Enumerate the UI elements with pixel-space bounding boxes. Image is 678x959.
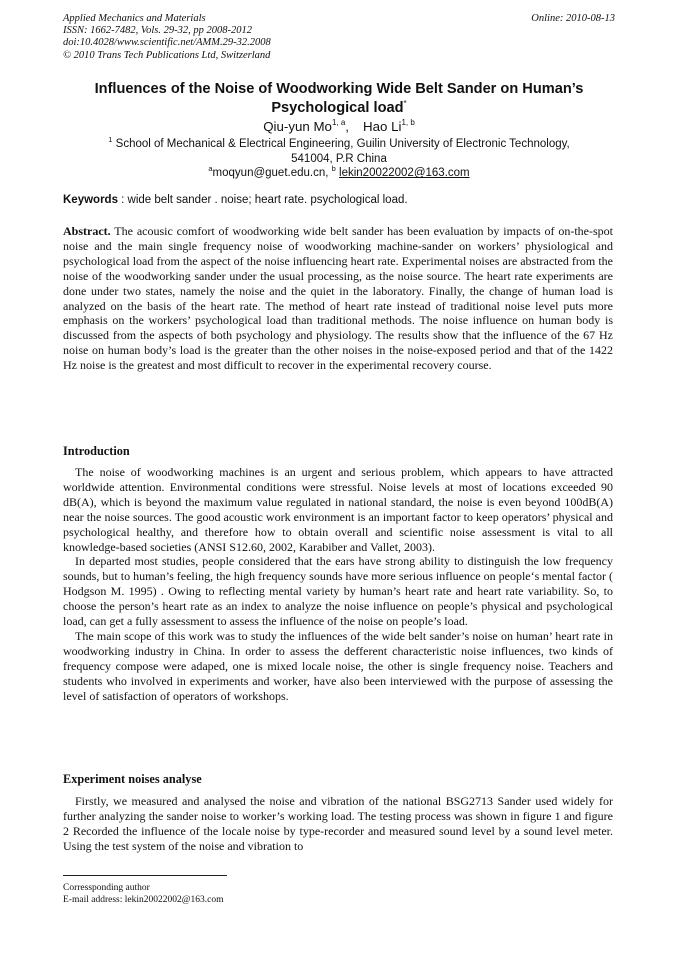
author-emails (63, 166, 615, 181)
abstract-text: The acousic comfort of woodworking wide belt sander has been evaluation by impacts of on-the-spot noise and the main single frequency noise of woodworking machine-sander on workers’ physiological and psychological load from the aspect of the noise influencing heart rate. Experimental noises are abstracted from the noise of the woodworking sander under the usual processing, as the noise source. The heart rate experiments are done under two states, namely the noise and the quiet in the laboratory. Finally, the change of human load is analyzed on the basis of the heart rate. The method of heart rate instead of traditional noise level puts more emphasis on the workers’ psychological load than traditional methods. The noise influence on human body is discussed from the aspects of both psychology and physiology. The results show that the influence of the 67 Hz noise on human body’s load is the greater than the other noises in the noise-exposed period and that of the 1422 Hz noise is the greatest and most difficult to recover in the experimental recovery course. (63, 224, 613, 373)
affiliation-line-1: School of Mechanical & Electrical Engineering, Guilin University of Electronic Technology, (115, 138, 570, 150)
author-2: Hao Li (363, 119, 402, 134)
footnote-divider (63, 875, 227, 876)
author-2-affiliation: 1, b (401, 118, 415, 127)
introduction-heading: Introduction (63, 444, 130, 458)
email-b-marker: b (331, 164, 336, 174)
paper-title (63, 80, 615, 118)
affiliation-number: 1 (108, 135, 113, 144)
footnote (63, 882, 223, 906)
author-1: Qiu-yun Mo (263, 119, 332, 134)
title-line-1: Influences of the Noise of Woodworking Wide Belt Sander on Human’s (94, 81, 584, 97)
footnote-line-2: E-mail address: lekin20022002@163.com (63, 895, 224, 906)
affiliation-line-2: 541004, P.R China (291, 152, 387, 165)
publication-info (63, 13, 271, 62)
title-line-2: Psychological load (271, 100, 404, 116)
introduction-paragraph-1: The noise of woodworking machines is an urgent and serious problem, which appears to have attracted worldwide attention. Environmental conditions were stressful. Noise levels at most of locations exceeded 90 dB(A), which is beyond the maximum value regulated in national standard, the noise is even beyond 100dB(A) near the noise sources. The good acoustic work environment is an important factor to keep operators’ physical and psychological healthy, and therefore how to obtain overall and scientific noise assessment is vital to all knowledge-based societies (ANSI S12.60, 2002, Karabiber and Vallet, 2003). (63, 465, 613, 554)
footnote-line-1: Corressponding author (63, 883, 150, 893)
author-list (63, 118, 615, 135)
doi-line: doi:10.4028/www.scientific.net/AMM.29-32.2008 (63, 37, 271, 49)
journal-name: Applied Mechanics and Materials (63, 13, 206, 24)
affiliation (63, 137, 615, 181)
abstract-label: Abstract. (63, 224, 111, 238)
experiment-paragraph-1: Firstly, we measured and analysed the noise and vibration of the national BSG2713 Sander used widely for further analyzing the sander noise to worker’s working load. The testing process was shown in figure 1 and figure 2 Recorded the influence of the locale noise by type-recorder and measured sound level by a sound level meter. Using the test system of the noise and vibration to (63, 794, 613, 853)
abstract (63, 224, 613, 373)
introduction-section (63, 465, 613, 704)
experiment-heading: Experiment noises analyse (63, 772, 202, 786)
experiment-section (63, 794, 613, 854)
keywords (63, 193, 615, 208)
copyright-line: © 2010 Trans Tech Publications Ltd, Switzerland (63, 49, 271, 61)
introduction-paragraph-2: In departed most studies, people considered that the ears have strong ability to distinguish the low frequency sounds, but to human’s feeling, the high frequency sounds have more serious influence on people‘s mental factor ( Hodgson M. 1995) . Owing to reflecting mental variety by human’s heart rate and heart rate variability. So, to choose the person’s heart rate as an index to analyze the noise influence on people’s physical and psychological load, can get a fully assessment to assess the influence of the noise on people’s load. (63, 554, 613, 629)
email-b-link[interactable]: lekin20022002@163.com (339, 167, 470, 180)
title-footnote-mark: * (403, 99, 407, 108)
issn-line: ISSN: 1662-7482, Vols. 29-32, pp 2008-2012 (63, 25, 252, 37)
author-separator: , (345, 119, 349, 134)
keywords-text: : wide belt sander . noise; heart rate. psychological load. (117, 194, 408, 206)
online-date: Online: 2010-08-13 (531, 13, 615, 24)
keywords-label: Keywords (63, 194, 118, 206)
author-1-affiliation: 1, a (331, 118, 346, 127)
email-a-marker: a (208, 164, 213, 174)
introduction-paragraph-3: The main scope of this work was to study the influences of the wide belt sander’s noise on human’ heart rate in woodworking industry in China. In order to assess the defferent characteristic noise influences, two kinds of frequency compose were adaped, one is mixed locale noise, the other is single frequency noise. Teachers and students who involved in experiments and worker, have also been interviewed with the purpose of assessing the level of satisfaction of operators of workshops. (63, 628, 613, 703)
email-a: moqyun@guet.edu.cn, (212, 167, 329, 180)
